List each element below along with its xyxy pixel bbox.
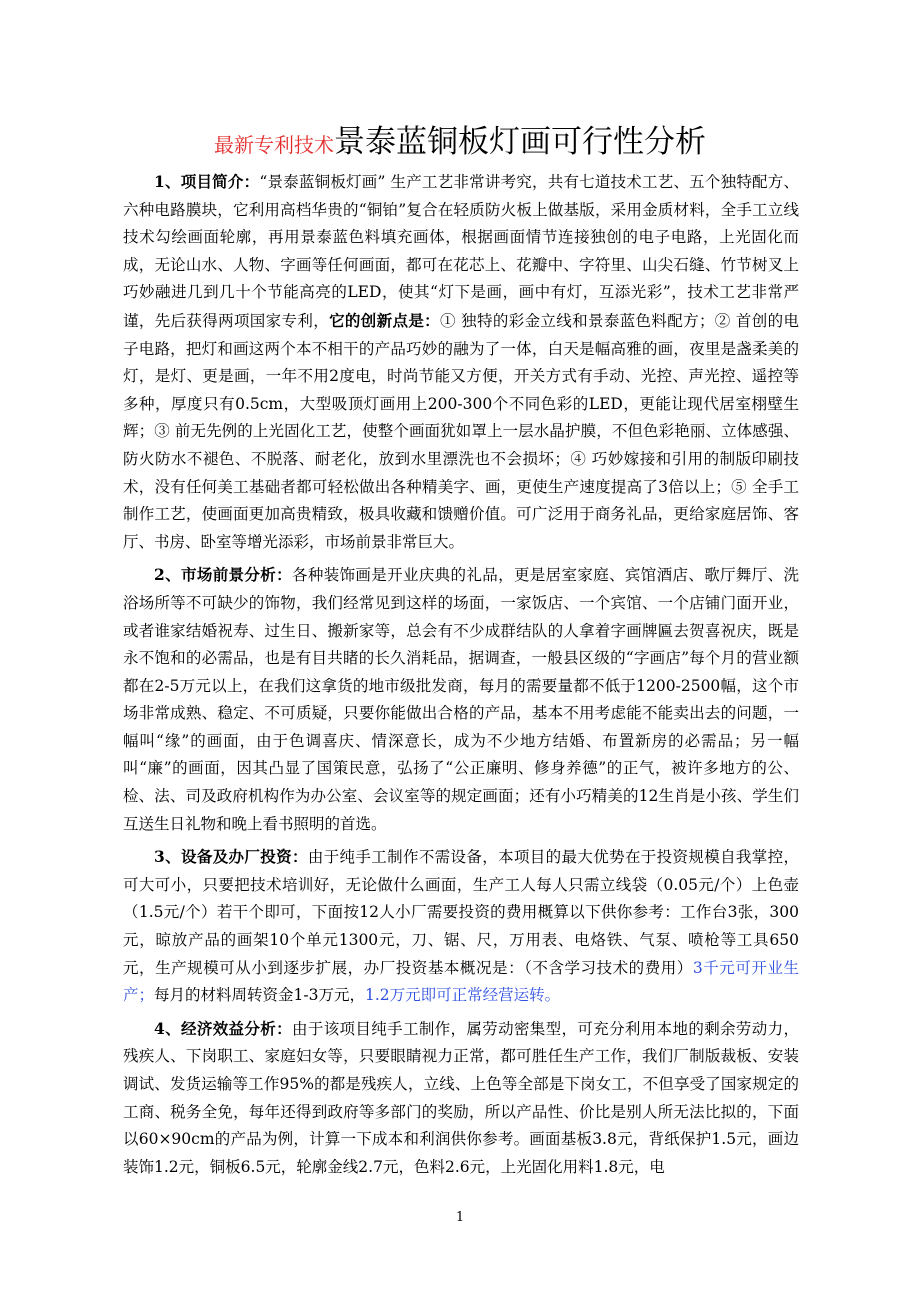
paragraph-intro: [123, 168, 799, 556]
section-heading: 1、项目简介：: [154, 172, 260, 191]
blue-highlight: 1.2万元即可正常经营运转。: [364, 986, 561, 1005]
paragraph-text: ① 独特的彩金立线和景泰蓝色料配方；② 首创的电子电路，把灯和画这两个本不相干的产品巧妙的融为了一体，白天是幅高雅的画，夜里是盏柔美的灯，是灯、更是画，一年不用2度电，时尚节能又方便，开关方式有手动、光控、声光控、遥控等多种，厚度只有0.5cm，大型吸顶灯画用上200-300个不同色彩的LED，更能让现代居室栩壁生辉；③ 前无先例的上光固化工艺，使整个画面犹如罩上一层水晶护膜，不但色彩艳丽、立体感强、防火防水不褪色、不脱落、耐老化，放到水里漂洗也不会损坏；④ 巧妙嫁接和引用的制版印刷技术，没有任何美工基础者都可轻松做出各种精美字、画，更使生产速度提高了3倍以上；⑤ 全手工制作工艺，使画面更加高贵精致，极具收藏和馈赠价值。可广泛用于商务礼品，更给家庭居饰、客厅、书房、卧室等增光添彩，市场前景非常巨大。: [123, 311, 799, 551]
document-title: [0, 116, 920, 161]
title-main: 景泰蓝铜板灯画可行性分析: [334, 124, 706, 160]
paragraph-market: [123, 561, 799, 838]
paragraph-text: 由于纯手工制作不需设备，本项目的最大优势在于投资规模自我掌控，可大可小，只要把技术培训好，无论做什么画面，生产工人每人只需立线袋（0.05元/个）上色壶（1.5元/个）若干个即可，下面按12人小厂需要投资的费用概算以下供你参考：工作台3张，300元，晾放产品的画架10个单元1300元，刀、锯、尺，万用表、电烙铁、气泵、喷枪等工具650元，生产规模可从小到逐步扩展，办厂投资基本概况是：（不含学习技术的费用）: [123, 848, 799, 977]
section-heading: 3、设备及办厂投资：: [154, 847, 308, 867]
page-number: 1: [455, 1210, 465, 1225]
paragraph-investment: [123, 843, 799, 1010]
highlight-text: 它的创新点是：: [329, 310, 441, 330]
paragraph-text: 每月的材料周转资金1-3万元，: [154, 986, 365, 1005]
section-heading: 4、经济效益分析：: [154, 1018, 292, 1038]
title-prefix: 最新专利技术: [214, 133, 334, 157]
paragraph-text: “景泰蓝铜板灯画” 生产工艺非常讲考究，共有七道技术工艺、五个独特配方、六种电路膜块，它利用高档华贵的“铜铂”复合在轻质防火板上做基版，采用金质材料，全手工立线技术勾绘画面轮廓，再用景泰蓝色料填充画体，根据画面情节连接独创的电子电路，上光固化而成，无论山水、人物、字画等任何画面，都可在花芯上、花瓣中、字符里、山尖石缝、竹节树叉上巧妙融进几到几十个节能高亮的LED，使其“灯下是画，画中有灯，互添光彩”，技术工艺非常严谨，先后获得两项国家专利，: [123, 173, 799, 330]
paragraph-text: 各种装饰画是开业庆典的礼品，更是居室家庭、宾馆酒店、歌厅舞厅、洗浴场所等不可缺少的饰物，我们经常见到这样的场面，一家饭店、一个宾馆、一个店铺门面开业，或者谁家结婚祝寿、过生日、搬新家等，总会有不少成群结队的人拿着字画牌匾去贺喜祝庆，既是永不饱和的必需品，也是有目共睹的长久消耗品，据调查，一般县区级的“字画店”每个月的营业额都在2-5万元以上，在我们这拿货的地市级批发商，每月的需要量都不低于1200-2500幅，这个市场非常成熟、稳定、不可质疑，只要你能做出合格的产品，基本不用考虑能不能卖出去的问题，一幅叫“缘”的画面，由于色调喜庆、情深意长，成为不少地方结婚、布置新房的必需品；另一幅叫“廉”的画面，因其凸显了国策民意，弘扬了“公正廉明、修身养德”的正气，被许多地方的公、检、法、司及政府机构作为办公室、会议室等的规定画面；还有小巧精美的12生肖是小孩、学生们互送生日礼物和晚上看书照明的首选。: [123, 566, 799, 833]
paragraph-benefit: [123, 1015, 799, 1182]
blue-highlight: 3千元可开业生产；: [123, 958, 799, 1005]
paragraph-text: 由于该项目纯手工制作，属劳动密集型，可充分利用本地的剩余劳动力，残疾人、下岗职工、家庭妇女等，只要眼睛视力正常，都可胜任生产工作，我们厂制版裁板、安装调试、发货运输等工作95%的都是残疾人，立线、上色等全部是下岗女工，不但享受了国家规定的工商、税务全免，每年还得到政府等多部门的奖励，所以产品性、价比是别人所无法比拟的，下面以60×90cm的产品为例，计算一下成本和利润供你参考。画面基板3.8元，背纸保护1.5元，画边装饰1.2元，铜板6.5元，轮廓金线2.7元，色料2.6元，上光固化用料1.8元，电: [123, 1019, 799, 1176]
document-body: [123, 168, 799, 1186]
section-heading: 2、市场前景分析：: [154, 565, 292, 585]
